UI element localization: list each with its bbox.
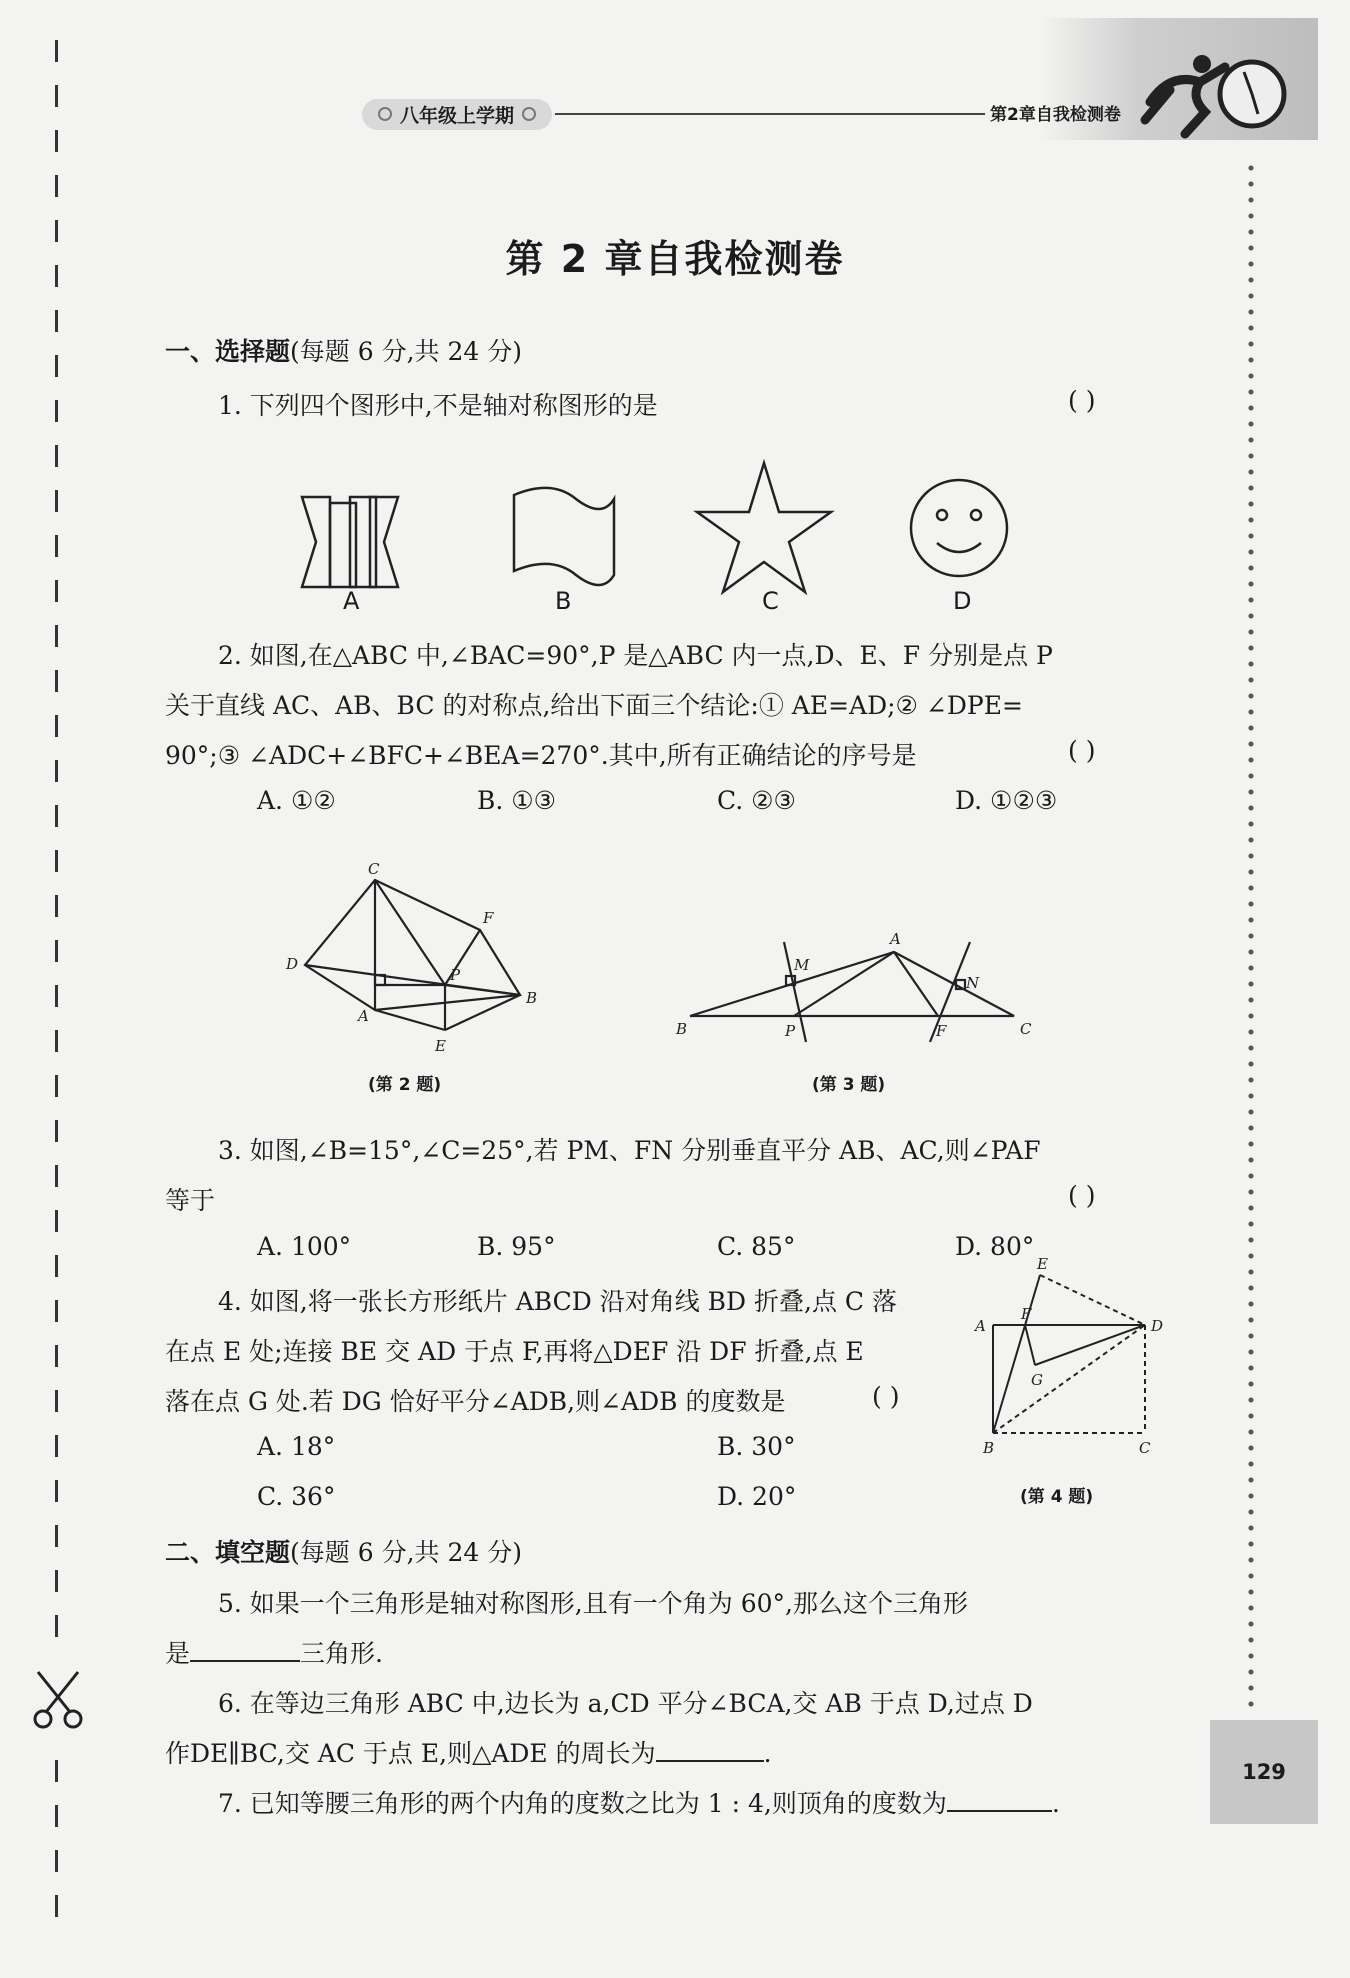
q4-fig-label-e: E [1037, 1255, 1048, 1273]
cut-line-dash [55, 895, 58, 917]
header-rule [555, 113, 985, 115]
q2-line2: 关于直线 AC、AB、BC 的对称点,给出下面三个结论:① AE=AD;② ∠DPE= [165, 691, 1023, 720]
figure-c [697, 463, 831, 592]
cut-line-dash [55, 40, 58, 62]
cut-line [50, 40, 64, 1940]
q7-text-post: . [1051, 1789, 1060, 1818]
section-label: 二、填空题 [165, 1538, 291, 1567]
cut-line-dash [55, 1525, 58, 1547]
q3-fig-label-c: C [1020, 1020, 1032, 1038]
cut-line-dash [55, 1895, 58, 1917]
q2-fig-label-p: P [450, 966, 461, 984]
figure-a [302, 497, 398, 587]
cut-line-dash [55, 1075, 58, 1097]
cut-line-dash [55, 1570, 58, 1592]
q4-line2: 在点 E 处;连接 BE 交 AD 于点 F,再将△DEF 沿 DF 折叠,点 E [165, 1337, 864, 1366]
cut-line-dash [55, 310, 58, 332]
q2-answer-bracket[interactable]: ( ) [1068, 736, 1096, 765]
cut-line-dash [55, 1805, 58, 1827]
q3-line1: 3. 如图,∠B=15°,∠C=25°,若 PM、FN 分别垂直平分 AB、AC,则∠PAF [218, 1136, 1041, 1165]
cut-line-dash [55, 1850, 58, 1872]
q3-fig-label-p: P [785, 1022, 796, 1040]
cut-line-dash [55, 130, 58, 152]
q2-figure [280, 855, 540, 1055]
q4-option-d[interactable]: D. 20° [717, 1482, 797, 1511]
page-number: 129 [1210, 1720, 1318, 1824]
q4-fig-label-f: F [1021, 1305, 1032, 1323]
cut-line-dash [55, 175, 58, 197]
q6-answer-blank[interactable] [656, 1740, 764, 1762]
q4-answer-bracket[interactable]: ( ) [872, 1382, 900, 1411]
q4-line3: 落在点 G 处.若 DG 恰好平分∠ADB,则∠ADB 的度数是 [165, 1387, 786, 1416]
q5-text-pre: 是 [165, 1639, 191, 1668]
q4-fig-label-g: G [1031, 1371, 1043, 1389]
q4-fig-label-c: C [1139, 1439, 1151, 1457]
q1-label-d: D [953, 587, 972, 615]
cut-line-dash [55, 1480, 58, 1502]
q3-option-c[interactable]: C. 85° [717, 1232, 796, 1261]
cut-line-dash [55, 850, 58, 872]
cut-line-dash [55, 715, 58, 737]
cut-line-dash [55, 1255, 58, 1277]
cut-line-dash [55, 355, 58, 377]
q6-text-pre: 作DE∥BC,交 AC 于点 E,则△ADE 的周长为 [165, 1739, 656, 1768]
cut-line-dash [55, 85, 58, 107]
q7-answer-blank[interactable] [947, 1790, 1052, 1812]
header-chapter: 第2章自我检测卷 [990, 105, 1121, 125]
q5-answer-blank[interactable] [190, 1640, 300, 1662]
cut-line-dash [55, 1030, 58, 1052]
cut-line-dash [55, 670, 58, 692]
q3-fig-label-n: N [966, 974, 980, 992]
runner-icon [1130, 42, 1290, 146]
q3-fig-label-f: F [936, 1022, 947, 1040]
q3-option-d[interactable]: D. 80° [955, 1232, 1035, 1261]
q4-option-b[interactable]: B. 30° [717, 1432, 796, 1461]
cut-line-dash [55, 985, 58, 1007]
q3-line2: 等于 [165, 1186, 216, 1215]
q2-option-b[interactable]: B. ①③ [477, 786, 557, 815]
q1-answer-bracket[interactable]: ( ) [1068, 386, 1096, 415]
q3-figure [670, 930, 1040, 1050]
q4-option-a[interactable]: A. 18° [257, 1432, 336, 1461]
q7-line1 [218, 1784, 1060, 1820]
q4-fig-label-b: B [983, 1439, 995, 1457]
q1-label-a: A [343, 587, 360, 615]
q6-text-post: . [763, 1739, 772, 1768]
q7-text-pre: 7. 已知等腰三角形的两个内角的度数之比为 1 : 4,则顶角的度数为 [218, 1789, 947, 1818]
q3-option-b[interactable]: B. 95° [477, 1232, 556, 1261]
q6-line2 [165, 1734, 772, 1770]
q5-line1: 5. 如果一个三角形是轴对称图形,且有一个角为 60°,那么这个三角形 [218, 1589, 968, 1618]
dotted-margin [1248, 160, 1254, 1710]
cut-line-dash [55, 1435, 58, 1457]
q2-line1: 2. 如图,在△ABC 中,∠BAC=90°,P 是△ABC 内一点,D、E、F 分别是点 P [218, 641, 1053, 670]
section-note: (每题 6 分,共 24 分) [290, 1538, 522, 1567]
cut-line-dash [55, 1300, 58, 1322]
q4-line1: 4. 如图,将一张长方形纸片 ABCD 沿对角线 BD 折叠,点 C 落 [218, 1287, 897, 1316]
figure-b [514, 488, 614, 585]
cut-line-dash [55, 760, 58, 782]
q2-fig-label-e: E [435, 1037, 446, 1055]
q2-option-c[interactable]: C. ②③ [717, 786, 796, 815]
cut-line-dash [55, 1345, 58, 1367]
cut-line-dash [55, 625, 58, 647]
grade-label: 八年级上学期 [400, 104, 515, 127]
q2-fig-label-b: B [526, 989, 538, 1007]
q3-caption: (第 3 题) [812, 1075, 886, 1095]
cut-line-dash [55, 1390, 58, 1412]
q1-figures [290, 455, 1030, 615]
header-grade [362, 98, 552, 130]
q4-figure [965, 1255, 1170, 1470]
q3-answer-bracket[interactable]: ( ) [1068, 1181, 1096, 1210]
q3-fig-label-b: B [676, 1020, 688, 1038]
q4-fig-label-d: D [1151, 1317, 1164, 1335]
section-choice [165, 332, 522, 368]
q2-caption: (第 2 题) [368, 1075, 442, 1095]
q4-option-c[interactable]: C. 36° [257, 1482, 336, 1511]
cut-line-dash [55, 580, 58, 602]
cut-line-dash [55, 1120, 58, 1142]
q4-caption: (第 4 题) [1020, 1487, 1094, 1507]
section-fill [165, 1533, 522, 1569]
section-label: 一、选择题 [165, 337, 291, 366]
cut-line-dash [55, 1165, 58, 1187]
q5-text-post: 三角形. [300, 1639, 383, 1668]
q2-fig-label-d: D [286, 955, 299, 973]
section-note: (每题 6 分,共 24 分) [290, 337, 522, 366]
q1-label-b: B [555, 587, 572, 615]
cut-line-dash [55, 1615, 58, 1637]
q2-fig-label-a: A [358, 1007, 369, 1025]
q5-line2 [165, 1634, 383, 1670]
cut-line-dash [55, 1210, 58, 1232]
q3-fig-label-a: A [890, 930, 901, 948]
scissors-icon [30, 1668, 86, 1734]
q2-fig-label-c: C [368, 860, 380, 878]
q2-option-a[interactable]: A. ①② [257, 786, 336, 815]
cut-line-dash [55, 1760, 58, 1782]
cut-line-dash [55, 400, 58, 422]
q2-line3: 90°;③ ∠ADC+∠BFC+∠BEA=270°.其中,所有正确结论的序号是 [165, 741, 917, 770]
cut-line-dash [55, 445, 58, 467]
q6-line1: 6. 在等边三角形 ABC 中,边长为 a,CD 平分∠BCA,交 AB 于点 D,过点 D [218, 1689, 1033, 1718]
q3-option-a[interactable]: A. 100° [257, 1232, 352, 1261]
compass-clock-icon [1220, 62, 1284, 126]
figure-d [911, 480, 1007, 576]
q1-text: 1. 下列四个图形中,不是轴对称图形的是 [218, 391, 658, 420]
cut-line-dash [55, 490, 58, 512]
q1-label-c: C [762, 587, 779, 615]
page-title: 第 2 章自我检测卷 [505, 237, 845, 281]
cut-line-dash [55, 805, 58, 827]
q3-fig-label-m: M [794, 956, 810, 974]
cut-line-dash [55, 535, 58, 557]
q2-option-d[interactable]: D. ①②③ [955, 786, 1058, 815]
q4-fig-label-a: A [975, 1317, 986, 1335]
cut-line-dash [55, 940, 58, 962]
q2-fig-label-f: F [483, 909, 494, 927]
